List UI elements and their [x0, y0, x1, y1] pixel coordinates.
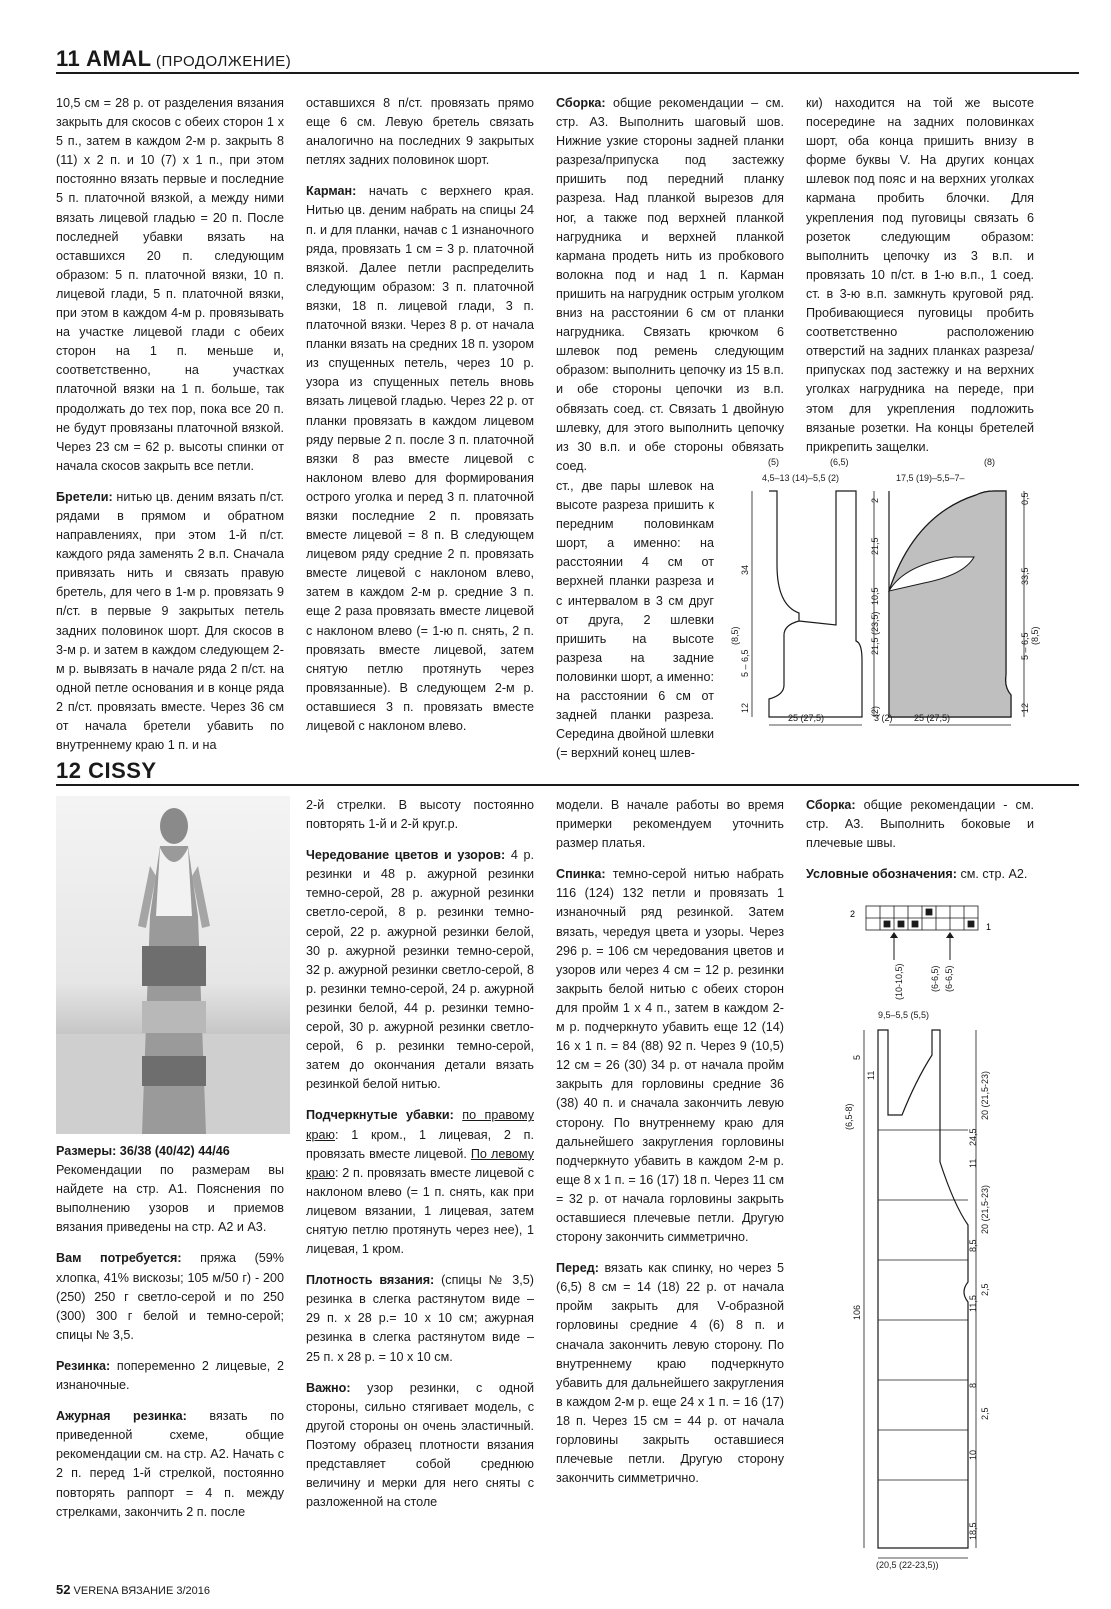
schema-left-85: (8,5) — [730, 626, 740, 645]
right-dim-5: 2,5 — [980, 1283, 990, 1296]
left-edge-text: : 2 п. провязать вместе лицевой с наклоном влево (= 1 п. снять, как при лицевом вязании, 1 лицевая, затем снятую петлю протянуть через нее), 1 лицевая, 1 кром. — [306, 1165, 534, 1257]
materials-paragraph — [56, 1249, 284, 1344]
front-paragraph — [556, 1259, 784, 1488]
symbols-paragraph — [806, 865, 1034, 884]
sec12-col2-top: 2-й стрелки. В высоту постоянно повторять 1-й и 2-й круг.р. — [306, 798, 534, 832]
schema-right-top-dims: 17,5 (19)–5,5–7– — [896, 473, 965, 483]
rib-paragraph — [56, 1357, 284, 1395]
straps-text: нитью цв. деним вязать п/ст. рядами в прямом и обратном направлениях, при этом 1-й п/ст. каждого ряда заменять 2 в.п. Сначала привязать нить и связать правую бретель, для чего в 1-м р. провязать 9 п/ст. в первые 9 закрытых петель задних половинок шорт. Для скосов в 3-м р. и затем в каждом следующем 2-м р. вывязать в начале ряда 2 п/ст. на одной петле основания и в конце ряда 2 п/ст. провязать вместе. Через 36 см от начала бретели убавить по внутреннему краю 1 п. и на — [56, 489, 284, 753]
schema-inner-2: 2 — [870, 497, 880, 503]
sec12-assembly-label: Сборка: — [806, 798, 856, 812]
chart-row-2: 2 — [850, 909, 856, 919]
right-edge-text: : 1 кром., 1 лицевая, 2 п. провязать вместе лицевой. — [306, 1127, 534, 1161]
sec11-assembly-text: общие рекомендации – см. стр. А3. Выполнить шаговый шов. Нижние узкие стороны задней планки разреза/припуска под застежку пришить под передний планку разреза. Над планкой вырезов для ног, а также под верхней планкой нагрудника и верхней планкой кармана продеть нить из пробкового волокна под и над 1 п. Карман пришить на нагрудник острым уголком вниз на расстоянии 6 см от планки нагрудника. Связать крючком 6 шлевок под ремень следующим образом: выполнить цепочку из 15 в.п. и обе стороны цепочки из в.п. обвязать соед. ст. Связать 1 двойную шлевку, для этого выполнить цепочку из 30 в.п. и обе стороны обвязать соед. — [556, 96, 784, 473]
gauge-paragraph — [306, 1271, 534, 1366]
inner-dim-6: 18,5 — [968, 1522, 978, 1540]
front-piece-outline — [769, 491, 862, 717]
lace-rib-text: вязать по приведенной схеме, общие рекомендации см. на стр. А2. Начать с 2 п. перед 1-й стрелкой, постоянно повторять раппорт = 4 п. между стрелками, закончить 2 п. после — [56, 1409, 284, 1519]
sec11-column-3 — [556, 94, 784, 488]
sec11-column-3-cont — [556, 477, 714, 775]
sec12-col3-top: модели. В начале работы во время примерки рекомендуем уточнить размер платья. — [556, 798, 784, 851]
schema-right-565: 5 – 6,5 — [1020, 632, 1030, 660]
page-number: 52 — [56, 1582, 71, 1597]
sizes-text: Рекомендации по размерам вы найдете на стр. А1. Пояснения по выполнению узоров и приемов вязания приведены на стр. А2 и А3. — [56, 1163, 284, 1235]
schema-inner-2155: 21,5 (23,5) — [870, 611, 880, 655]
sec11-assembly-paragraph — [556, 94, 784, 476]
front-label: Перед: — [556, 1261, 599, 1276]
top-dim-3: (6-6,5) — [944, 965, 954, 992]
sec11-straps-paragraph — [56, 488, 284, 755]
lace-stitch-chart — [866, 906, 978, 930]
sec11-col2-top: оставшихся 8 п/ст. провязать прямо еще 6 см. Левую бретель связать аналогично на последних 9 закрытых петлях задних половинок шорт. — [306, 96, 534, 168]
schema-left-label-a: (5) — [768, 457, 779, 467]
model-figure — [56, 796, 290, 1134]
gauge-label: Плотность вязания: — [306, 1273, 435, 1288]
schema-left-top-dims: 4,5–13 (14)–5,5 (2) — [762, 473, 840, 483]
sec12-column-2 — [306, 796, 534, 1524]
symbols-text: см. стр. А2. — [956, 867, 1028, 882]
sec11-column-4 — [806, 94, 1034, 469]
schema-left-34: 34 — [740, 564, 750, 575]
schema-inner-paren2: (2) — [870, 706, 880, 717]
dress-outline — [878, 1030, 968, 1548]
inner-dim-5: 10 — [968, 1449, 978, 1460]
decreases-paragraph — [306, 1106, 534, 1259]
inner-dim-3: 11,5 — [968, 1295, 978, 1312]
sec11-column-1 — [56, 94, 284, 767]
section-12-header — [56, 758, 1079, 786]
schema-left-565: 5 – 6,5 — [740, 649, 750, 677]
sizes-label: Размеры: — [56, 1144, 117, 1158]
sec11-column-2 — [306, 94, 534, 748]
important-label: Важно: — [306, 1380, 351, 1395]
schema-left-label-b: (6,5) — [830, 457, 849, 467]
inner-dim-1: 11 — [866, 1070, 876, 1080]
back-label: Спинка: — [556, 867, 606, 882]
right-edge-label: по правому краю — [306, 1108, 534, 1142]
bottom-dim: (20,5 (22-23,5)) — [876, 1560, 939, 1570]
top-row-dims: 9,5–5,5 (5,5) — [878, 1010, 930, 1020]
right-dim-1: 20 (21,5-23) — [980, 1070, 990, 1120]
pocket-label: Карман: — [306, 184, 357, 199]
right-dim-3: 20 (21,5-23) — [980, 1184, 990, 1234]
schema-right-85: (8,5) — [1030, 626, 1040, 645]
schema-right-bottom: 25 (27,5) — [914, 713, 951, 723]
left-dim-2: 5 — [852, 1054, 862, 1060]
sec12-assembly-paragraph — [806, 796, 1034, 853]
gauge-text: (спицы № 3,5) резинка в слегка растянутом виде – 29 п. х 28 р.= 10 х 10 см; ажурная резинка в слегка растянутом виде – 25 п. х 28 р. = 10 х 10 см. — [306, 1273, 534, 1364]
alternation-text: 4 р. резинки и 48 р. ажурной резинки темно-серой, 28 р. ажурной резинки светло-серой, 8 р. резинки темно-серой, 22 р. ажурной резинки белой, 30 р. ажурной резинки темно-серой, 32 р. ажурной резинки светло-серой, 8 р. резинки темно-серой, 24 р. ажурной резинки белой, 44 р. резинки темно-серой, 30 р. ажурной резинки светло-серой, 6 р. резинки темно-серой, затем до окончания детали вязать резинкой белой нитью. — [306, 848, 534, 1092]
magazine-name: VERENA ВЯЗАНИЕ 3/2016 — [73, 1585, 210, 1597]
back-piece-fill — [889, 491, 1011, 717]
back-paragraph — [556, 865, 784, 1247]
rib-label: Резинка: — [56, 1358, 111, 1373]
sec12-assembly-text: общие рекомендации - см. стр. А3. Выполнить боковые и плечевые швы. — [806, 798, 1034, 851]
top-dim-2: (6-6,5) — [930, 965, 940, 992]
symbols-label: Условные обозначения: — [806, 867, 957, 882]
sizes-value: 36/38 (40/42) 44/46 — [116, 1144, 230, 1158]
schema-inner-215: 21,5 — [870, 537, 880, 555]
sec11-col1-text: 10,5 см = 28 р. от разделения вязания закрыть для скосов с обеих сторон 1 х 5 п., затем в каждом 2-м р. закрыть 8 (11) х 2 п. и 10 (7) х 1 п., при этом постоянно вязать первые и последние 5 п. платочной вязкой, а между ними вязать лицевой гладью = 20 п. После последней убавки вязать на оставшихся 20 п. следующим образом: 5 п. платочной вязки, 10 п. лицевой глади, 5 п. платочной вязки, при этом в каждом 4-м р. провязывать на участке лицевой глади с обеих сторон на 1 п. меньше и, соответственно, на участках платочной вязки на 1 п. больше, так продолжать до тех пор, пока все 20 п. не будут провязаны платочной вязкой. Через 23 см = 62 р. высоты спинки от начала скосов закрыть все петли. — [56, 96, 284, 473]
section-11-title: 11 AMAL — [56, 46, 152, 71]
lace-rib-paragraph — [56, 1407, 284, 1522]
schema-right-335: 33,5 — [1020, 567, 1030, 585]
schema-left-bottom: 25 (27,5) — [788, 713, 825, 723]
straps-label: Бретели: — [56, 489, 113, 504]
model-photo — [56, 796, 290, 1134]
back-text: темно-серой нитью набрать 116 (124) 132 петли и провязать 1 изнаночный ряд резинкой. Затем вязать, чередуя цвета и узоры. Через 296 р. = 106 см чередования цветов и узоров или через 4 см = 12 р. резинки закрыть белой нитью с обеих сторон для пройм 1 х 4 п., затем в каждом 2-м р. подчеркнуто убавить еще 12 (14) 16 х 1 п. = 84 (88) 92 п. Через 9 (10,5) 12 см = 26 (30) 34 р. от начала пройм закрыть для горловины средние 36 (38) 40 п. и сначала закончить левую сторону. По внутреннему краю для дальнейшего закругления горловины подчеркнуто убавить в каждом 2-м р. еще 8 х 1 п. = 16 (17) 18 п. Через 11 см = 32 р. от начала горловины закрыть оставшиеся плечевые петли. Другую сторону закончить симметрично. — [556, 867, 784, 1245]
schema-right-12: 12 — [1020, 702, 1030, 713]
dress-schematic — [836, 900, 1036, 1570]
sizes-line — [56, 1142, 284, 1161]
sec12-column-1 — [56, 1142, 284, 1534]
sec11-col4-text: ки) находится на той же высоте посередине на задних половинках шорт, оба конца пришить внизу в форме буквы V. На других концах шлевок под пояс и на верхних уголках кармана пробить блочки. Для укрепления под пуговицы связать 6 розеток следующим образом: выполнить цепочку из 3 в.п. и провязать 10 п/ст. в 1-ю в.п., 1 соед. ст. в 3-ю в.п. замкнуть круговой ряд. Пробивающиеся пуговицы пробить соответственно расположению отверстий на задних планках разреза/припусках под застежку и на верхних уголках нагрудника на переде, при этом для укрепления подложить вязаные розетки. На концы бретелей прикрепить защелки. — [806, 96, 1034, 454]
inner-dim-2: 11 — [968, 1158, 978, 1168]
right-dim-2: 24,5 — [968, 1128, 978, 1146]
section-12-title: 12 CISSY — [56, 758, 157, 783]
left-dim-1: (6,5-8) — [844, 1103, 854, 1130]
top-dim-1: (10-10,5) — [894, 963, 904, 1000]
pocket-paragraph — [306, 182, 534, 736]
shorts-schematic — [724, 455, 1044, 730]
important-paragraph — [306, 1379, 534, 1513]
materials-label: Вам потребуется: — [56, 1251, 182, 1266]
inner-dim-4: 8 — [968, 1382, 978, 1388]
important-text: узор резинки, с одной стороны, сильно стягивает модель, с другой стороны он очень эластичный. Поэтому образец плотности вязания представляет собой среднюю величину и мерки для него сняты с разложенной на столе — [306, 1380, 534, 1510]
page-footer — [56, 1582, 210, 1597]
section-11-header — [56, 46, 1079, 74]
sec12-column-4 — [806, 796, 1034, 896]
sec11-col3-cont: ст., две пары шлевок на высоте разреза пришить к передним половинкам шорт, а именно: на расстоянии 4 см от верхней планки разреза и с интервалом в 3 см друг от друга, 2 шлевки пришить на высоте разреза на задние половинки шорт, а именно: на расстоянии 6 см от задней планки разреза. Середина двойной шлевки (= верхний конец шлев- — [556, 479, 714, 761]
chart-row-1: 1 — [986, 922, 992, 932]
alternation-label: Чередование цветов и узоров: — [306, 848, 506, 863]
right-dim-4: 8,5 — [968, 1239, 978, 1252]
right-dim-6: 2,5 — [980, 1407, 990, 1420]
rib-text: попеременно 2 лицевые, 2 изнаночные. — [56, 1358, 284, 1393]
left-edge-label: По левому краю — [306, 1146, 534, 1180]
front-text: вязать как спинку, но через 5 (6,5) 8 см = 14 (18) 22 р. от начала пройм закрыть для V-образной горловины средние 4 (6) 8 п. и сначала закончить левую сторону. По внутреннему краю подчеркнуто убавить для дальнейшего закругления в каждом 2-м р. еще 24 х 1 п. = 16 (17) 18 п. Через 15 см = 44 р. от начала горловины закрыть оставшиеся плечевые петли. Другую сторону закончить симметрично. — [556, 1261, 784, 1486]
left-dim-106: 106 — [852, 1304, 862, 1320]
schema-left-12: 12 — [740, 702, 750, 713]
section-11-subtitle: (ПРОДОЛЖЕНИЕ) — [156, 53, 292, 70]
alternation-paragraph — [306, 846, 534, 1094]
schema-right-label: (8) — [984, 457, 995, 467]
pocket-text: начать с верхнего края. Нитью цв. деним набрать на спицы 24 п. и для планки, начав с 1 изнаночного ряда, провязать 1 см = 3 р. платочной вязкой. Далее петли распределить следующим образом: 3 п. платочной вязки, 18 п. лицевой глади, 3 п. платочной вязки. Через 8 р. от начала планки вязать на средних 18 п. узором из спущенных петель, через 10 р. узора из спущенных петель вновь вязать лицевой гладью. Через 22 р. от планки провязать в каждом лицевом ряду первые 2 п. после 3 п. платочной вязки 8 раз вместе лицевой с наклоном влево для формирования острого уголка и перед 3 п. платочной вязки последние 2 п. провязать вместе лицевой = 8 п. В следующем лицевом ряду средние 2 п. провязать вместе лицевой с наклоном влево, затем в каждом 2-м р. средние 3 п. еще 2 раза провязать вместе лицевой с наклоном влево (= 1-ю п. снять, 2 п. провязать вместе лицевой, затем снятую петлю протянуть через провязанные). В следующем 2-м р. оставшиеся 3 п. провязать вместе лицевой с наклоном влево. — [306, 184, 534, 733]
schema-right-bottom-prefix: 3 (2) — [874, 713, 893, 723]
schema-right-05: 0,5 — [1020, 492, 1030, 505]
decreases-label: Подчеркнутые убавки: — [306, 1108, 454, 1123]
lace-rib-label: Ажурная резинка: — [56, 1409, 187, 1424]
sec11-assembly-label: Сборка: — [556, 96, 606, 110]
schema-inner-105: 10,5 — [870, 587, 880, 605]
materials-text: пряжа (59% хлопка, 41% вискозы; 105 м/50 г) - 200 (250) 250 г светло-серой и по 250 (300) 300 г белой и темно-серой; спицы № 3,5. — [56, 1251, 284, 1342]
sec12-column-3 — [556, 796, 784, 1500]
